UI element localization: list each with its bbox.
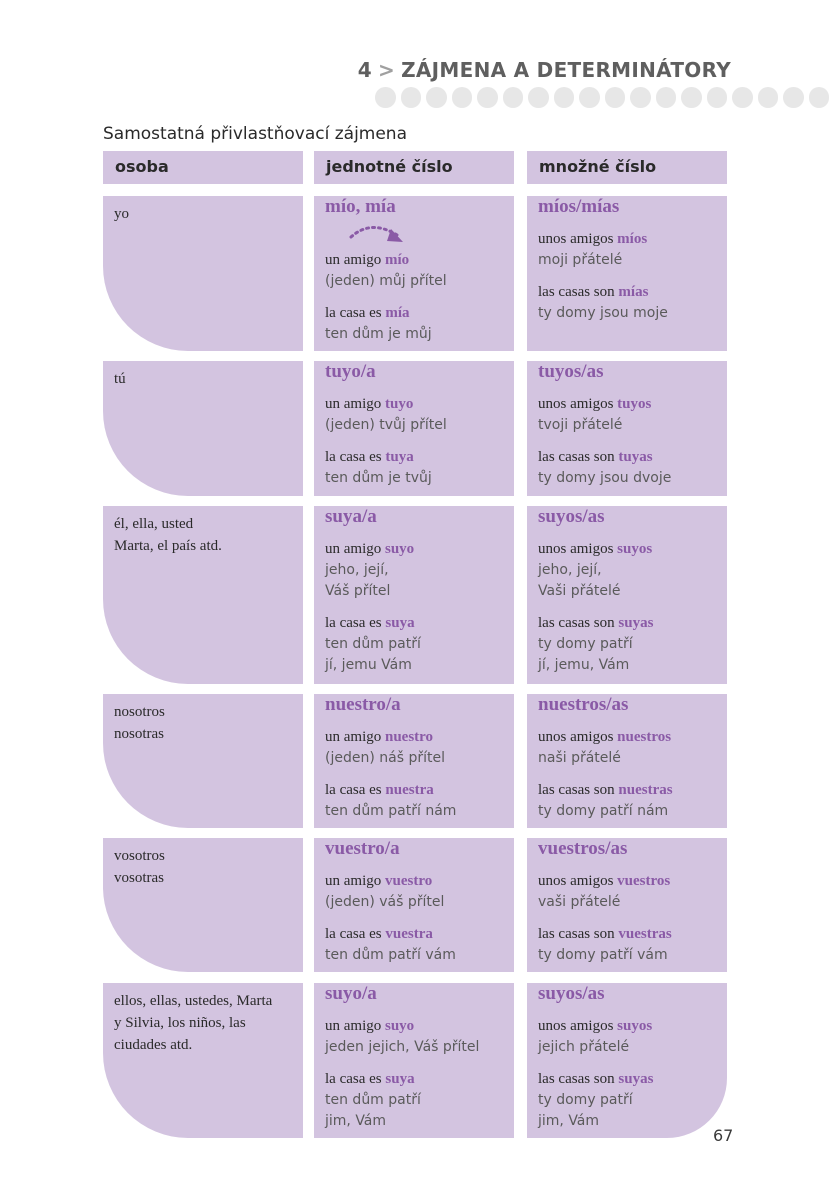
page-number: 67 bbox=[713, 1126, 734, 1145]
example-1 bbox=[538, 394, 716, 436]
spanish-example bbox=[538, 229, 716, 250]
header-singular: jednotné číslo bbox=[314, 151, 514, 184]
spanish-example bbox=[325, 727, 503, 748]
example-1 bbox=[325, 394, 503, 436]
pronoun-highlight: tuyas bbox=[618, 449, 653, 465]
example-1 bbox=[325, 250, 503, 292]
example-2 bbox=[538, 780, 716, 822]
czech-translation: jim, Vám bbox=[325, 1113, 387, 1129]
spanish-text: unos amigos bbox=[538, 396, 618, 412]
dot-decoration bbox=[401, 87, 422, 108]
spanish-example bbox=[325, 924, 503, 945]
czech-translation: ty domy patří bbox=[538, 636, 633, 652]
spanish-example bbox=[325, 780, 503, 801]
person-label: vosotras bbox=[114, 870, 164, 886]
chapter-heading bbox=[358, 58, 731, 82]
czech-translation: naši přátelé bbox=[538, 750, 621, 766]
pronoun-form: suyos/as bbox=[538, 983, 605, 1004]
spanish-example bbox=[538, 727, 716, 748]
dot-decoration bbox=[503, 87, 524, 108]
singular-cell bbox=[314, 361, 514, 496]
example-2 bbox=[325, 924, 503, 966]
pronoun-form: tuyos/as bbox=[538, 361, 604, 382]
czech-translation: jim, Vám bbox=[538, 1113, 600, 1129]
person-cell bbox=[103, 361, 303, 496]
spanish-text: un amigo bbox=[325, 729, 385, 745]
dot-decoration bbox=[783, 87, 804, 108]
person-label: yo bbox=[114, 206, 129, 222]
spanish-text: un amigo bbox=[325, 252, 385, 268]
pronoun-highlight: tuyos bbox=[617, 396, 652, 412]
example-1 bbox=[325, 539, 503, 602]
header-plural: množné číslo bbox=[527, 151, 727, 184]
spanish-example bbox=[325, 394, 503, 415]
example-2 bbox=[538, 447, 716, 489]
person-cell bbox=[103, 983, 303, 1138]
czech-translation: ty domy jsou dvoje bbox=[538, 470, 672, 486]
chapter-title: ZÁJMENA A DETERMINÁTORY bbox=[401, 58, 731, 82]
pronoun-highlight: suyo bbox=[385, 1018, 415, 1034]
spanish-text: unos amigos bbox=[538, 873, 618, 889]
pronoun-highlight: nuestro bbox=[385, 729, 434, 745]
spanish-text: la casa es bbox=[325, 449, 386, 465]
spanish-text: las casas son bbox=[538, 284, 619, 300]
spanish-example bbox=[325, 871, 503, 892]
pronoun-highlight: míos bbox=[617, 231, 648, 247]
pronoun-highlight: suyos bbox=[617, 541, 653, 557]
pronoun-highlight: suyas bbox=[618, 615, 654, 631]
spanish-example bbox=[538, 613, 716, 634]
dot-decoration bbox=[375, 87, 396, 108]
spanish-example bbox=[538, 871, 716, 892]
example-1 bbox=[325, 871, 503, 913]
czech-translation: ten dům patří nám bbox=[325, 803, 457, 819]
singular-cell bbox=[314, 694, 514, 828]
section-title: Samostatná přivlastňovací zájmena bbox=[103, 124, 407, 144]
dot-decoration bbox=[579, 87, 600, 108]
pronoun-highlight: suya bbox=[385, 1071, 415, 1087]
plural-cell bbox=[527, 694, 727, 828]
dot-decoration bbox=[477, 87, 498, 108]
spanish-text: un amigo bbox=[325, 873, 385, 889]
czech-translation: ten dům je tvůj bbox=[325, 470, 432, 486]
chapter-number: 4 bbox=[357, 58, 373, 82]
pronoun-highlight: mía bbox=[385, 305, 410, 321]
spanish-text: un amigo bbox=[325, 396, 385, 412]
pronoun-form: míos/mías bbox=[538, 196, 620, 217]
czech-translation: moji přátelé bbox=[538, 252, 623, 268]
spanish-example bbox=[325, 303, 503, 324]
plural-cell bbox=[527, 196, 727, 351]
czech-translation: ten dům je můj bbox=[325, 326, 432, 342]
czech-translation: ty domy patří vám bbox=[538, 947, 668, 963]
spanish-text: la casa es bbox=[325, 1071, 386, 1087]
singular-cell bbox=[314, 983, 514, 1138]
czech-translation: Váš přítel bbox=[325, 583, 391, 599]
dot-decoration bbox=[528, 87, 549, 108]
czech-translation: jí, jemu, Vám bbox=[538, 657, 630, 673]
curved-arrow-icon bbox=[347, 221, 407, 245]
spanish-text: unos amigos bbox=[538, 729, 618, 745]
spanish-text: la casa es bbox=[325, 615, 386, 631]
dot-decoration bbox=[681, 87, 702, 108]
singular-cell bbox=[314, 196, 514, 351]
spanish-example bbox=[538, 1069, 716, 1090]
spanish-example bbox=[325, 613, 503, 634]
spanish-example bbox=[538, 394, 716, 415]
person-label: Marta, el país atd. bbox=[114, 538, 222, 554]
spanish-example bbox=[538, 924, 716, 945]
example-2 bbox=[538, 282, 716, 324]
czech-translation: Vaši přátelé bbox=[538, 583, 621, 599]
pronoun-form: suya/a bbox=[325, 506, 377, 527]
pronoun-highlight: vuestro bbox=[385, 873, 433, 889]
header-person: osoba bbox=[103, 151, 303, 184]
example-2 bbox=[538, 1069, 716, 1132]
example-1 bbox=[538, 727, 716, 769]
spanish-text: las casas son bbox=[538, 615, 619, 631]
czech-translation: jeho, její, bbox=[538, 562, 602, 578]
plural-cell bbox=[527, 506, 727, 684]
pronoun-highlight: nuestra bbox=[385, 782, 434, 798]
czech-translation: (jeden) váš přítel bbox=[325, 894, 445, 910]
pronoun-highlight: suya bbox=[385, 615, 415, 631]
spanish-text: las casas son bbox=[538, 1071, 619, 1087]
czech-translation: ty domy jsou moje bbox=[538, 305, 668, 321]
dot-decoration bbox=[426, 87, 447, 108]
example-1 bbox=[538, 871, 716, 913]
spanish-example bbox=[325, 1069, 503, 1090]
example-2 bbox=[538, 924, 716, 966]
dot-decoration bbox=[758, 87, 779, 108]
person-label: nosotros bbox=[114, 704, 165, 720]
czech-translation: tvoji přátelé bbox=[538, 417, 623, 433]
pronoun-form: tuyo/a bbox=[325, 361, 376, 382]
spanish-text: las casas son bbox=[538, 449, 619, 465]
spanish-text: un amigo bbox=[325, 541, 385, 557]
czech-translation: jí, jemu Vám bbox=[325, 657, 412, 673]
example-2 bbox=[538, 613, 716, 676]
czech-translation: (jeden) tvůj přítel bbox=[325, 417, 447, 433]
pronoun-highlight: suyos bbox=[617, 1018, 653, 1034]
pronoun-highlight: tuya bbox=[385, 449, 414, 465]
dot-decoration bbox=[554, 87, 575, 108]
czech-translation: ten dům patří bbox=[325, 636, 421, 652]
spanish-example bbox=[538, 539, 716, 560]
person-label: tú bbox=[114, 371, 126, 387]
example-2 bbox=[325, 780, 503, 822]
person-label: y Silvia, los niños, las bbox=[114, 1015, 246, 1031]
spanish-text: la casa es bbox=[325, 305, 386, 321]
spanish-example bbox=[538, 1016, 716, 1037]
plural-cell bbox=[527, 983, 727, 1138]
czech-translation: ty domy patří bbox=[538, 1092, 633, 1108]
spanish-example bbox=[325, 250, 503, 271]
czech-translation: ty domy patří nám bbox=[538, 803, 669, 819]
spanish-text: unos amigos bbox=[538, 231, 618, 247]
czech-translation: jeden jejich, Váš přítel bbox=[325, 1039, 480, 1055]
example-1 bbox=[538, 229, 716, 271]
pronoun-form: nuestros/as bbox=[538, 694, 629, 715]
czech-translation: ten dům patří vám bbox=[325, 947, 456, 963]
pronoun-highlight: suyas bbox=[618, 1071, 654, 1087]
czech-translation: (jeden) můj přítel bbox=[325, 273, 447, 289]
example-1 bbox=[325, 1016, 503, 1058]
person-label: ciudades atd. bbox=[114, 1037, 193, 1053]
example-1 bbox=[538, 539, 716, 602]
spanish-example bbox=[538, 282, 716, 303]
spanish-example bbox=[325, 1016, 503, 1037]
czech-translation: ten dům patří bbox=[325, 1092, 421, 1108]
pronoun-form: suyo/a bbox=[325, 983, 377, 1004]
person-cell bbox=[103, 506, 303, 684]
person-label: él, ella, usted bbox=[114, 516, 194, 532]
czech-translation: (jeden) náš přítel bbox=[325, 750, 445, 766]
example-2 bbox=[325, 303, 503, 345]
person-cell bbox=[103, 196, 303, 351]
dot-decoration bbox=[605, 87, 626, 108]
spanish-example bbox=[538, 780, 716, 801]
person-cell bbox=[103, 694, 303, 828]
spanish-text: la casa es bbox=[325, 926, 386, 942]
pronoun-form: suyos/as bbox=[538, 506, 605, 527]
pronoun-highlight: vuestros bbox=[617, 873, 671, 889]
spanish-text: las casas son bbox=[538, 926, 619, 942]
pronoun-highlight: tuyo bbox=[385, 396, 414, 412]
dot-decoration bbox=[630, 87, 651, 108]
example-2 bbox=[325, 613, 503, 676]
pronoun-form: vuestros/as bbox=[538, 838, 628, 859]
pronoun-highlight: nuestras bbox=[618, 782, 673, 798]
plural-cell bbox=[527, 838, 727, 972]
spanish-text: unos amigos bbox=[538, 541, 618, 557]
chevron-right-icon: > bbox=[378, 58, 396, 82]
spanish-text: unos amigos bbox=[538, 1018, 618, 1034]
pronoun-highlight: vuestras bbox=[618, 926, 672, 942]
czech-translation: vaši přátelé bbox=[538, 894, 621, 910]
czech-translation: jeho, její, bbox=[325, 562, 389, 578]
pronoun-highlight: mías bbox=[618, 284, 649, 300]
example-2 bbox=[325, 447, 503, 489]
pronoun-form: nuestro/a bbox=[325, 694, 401, 715]
pronoun-form: mío, mía bbox=[325, 196, 396, 217]
dot-decoration bbox=[452, 87, 473, 108]
czech-translation: jejich přátelé bbox=[538, 1039, 630, 1055]
person-label: nosotras bbox=[114, 726, 164, 742]
decorative-dots bbox=[375, 87, 829, 108]
person-label: ellos, ellas, ustedes, Marta bbox=[114, 993, 273, 1009]
pronoun-highlight: mío bbox=[385, 252, 410, 268]
dot-decoration bbox=[707, 87, 728, 108]
dot-decoration bbox=[656, 87, 677, 108]
example-2 bbox=[325, 1069, 503, 1132]
dot-decoration bbox=[732, 87, 753, 108]
spanish-text: la casa es bbox=[325, 782, 386, 798]
example-1 bbox=[538, 1016, 716, 1058]
person-label: vosotros bbox=[114, 848, 165, 864]
singular-cell bbox=[314, 838, 514, 972]
spanish-example bbox=[325, 447, 503, 468]
spanish-example bbox=[538, 447, 716, 468]
spanish-text: un amigo bbox=[325, 1018, 385, 1034]
dot-decoration bbox=[809, 87, 830, 108]
pronoun-highlight: suyo bbox=[385, 541, 415, 557]
plural-cell bbox=[527, 361, 727, 496]
example-1 bbox=[325, 727, 503, 769]
pronoun-highlight: vuestra bbox=[385, 926, 433, 942]
spanish-text: las casas son bbox=[538, 782, 619, 798]
pronoun-form: vuestro/a bbox=[325, 838, 400, 859]
spanish-example bbox=[325, 539, 503, 560]
singular-cell bbox=[314, 506, 514, 684]
pronoun-highlight: nuestros bbox=[617, 729, 672, 745]
person-cell bbox=[103, 838, 303, 972]
